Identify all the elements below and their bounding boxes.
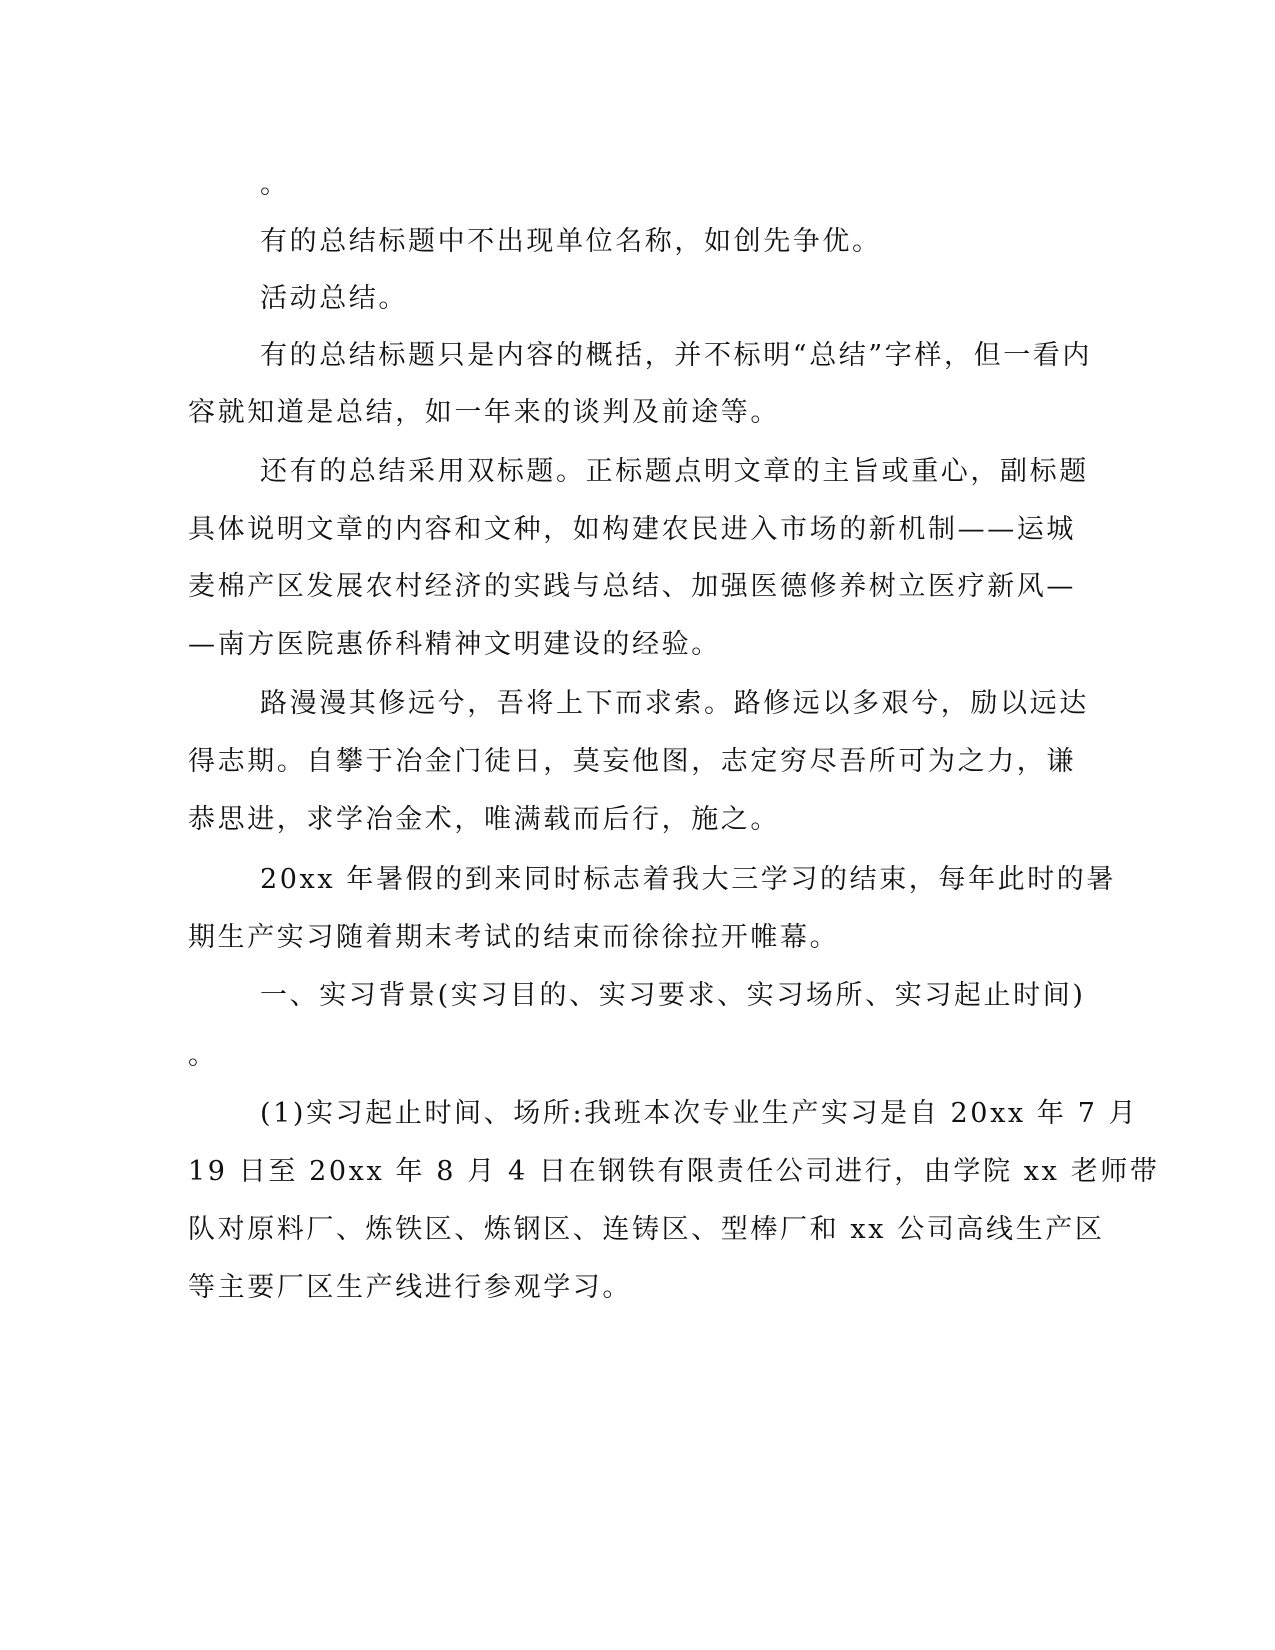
text-line-10: 路漫漫其修远兮，吾将上下而求索。路修远以多艰兮，励以远达 <box>260 688 1089 719</box>
text-line-19: 队对原料厂、炼铁区、炼钢区、连铸区、型棒厂和 xx 公司高线生产区 <box>188 1214 1105 1245</box>
text-line-16: 。 <box>188 1040 215 1071</box>
text-line-3: 活动总结。 <box>260 283 408 314</box>
text-line-5: 容就知道是总结，如一年来的谈判及前途等。 <box>188 397 780 428</box>
text-line-2: 有的总结标题中不出现单位名称，如创先争优。 <box>260 226 882 257</box>
text-line-14: 期生产实习随着期末考试的结束而徐徐拉开帷幕。 <box>188 922 840 953</box>
text-line-4: 有的总结标题只是内容的概括，并不标明“总结”字样，但一看内 <box>260 340 1093 371</box>
text-line-18: 19 日至 20xx 年 8 月 4 日在钢铁有限责任公司进行，由学院 xx 老师带 <box>188 1156 1160 1187</box>
text-line-8: 麦棉产区发展农村经济的实践与总结、加强医德修养树立医疗新风— <box>188 571 1076 602</box>
text-line-7: 具体说明文章的内容和文种，如构建农民进入市场的新机制——运城 <box>188 514 1076 545</box>
text-line-17: (1)实习起止时间、场所:我班本次专业生产实习是自 20xx 年 7 月 <box>260 1098 1139 1129</box>
text-line-11: 得志期。自攀于冶金门徒日，莫妄他图，志定穷尽吾所可为之力，谦 <box>188 746 1076 777</box>
text-line-1: 。 <box>260 169 287 200</box>
text-line-13: 20xx 年暑假的到来同时标志着我大三学习的结束，每年此时的暑 <box>260 864 1116 895</box>
text-line-6: 还有的总结采用双标题。正标题点明文章的主旨或重心，副标题 <box>260 456 1089 487</box>
text-line-12: 恭思进，求学冶金术，唯满载而后行，施之。 <box>188 804 780 835</box>
text-line-20: 等主要厂区生产线进行参观学习。 <box>188 1272 632 1303</box>
text-line-9: —南方医院惠侨科精神文明建设的经验。 <box>188 629 721 660</box>
text-line-15: 一、实习背景(实习目的、实习要求、实习场所、实习起止时间) <box>260 980 1086 1011</box>
